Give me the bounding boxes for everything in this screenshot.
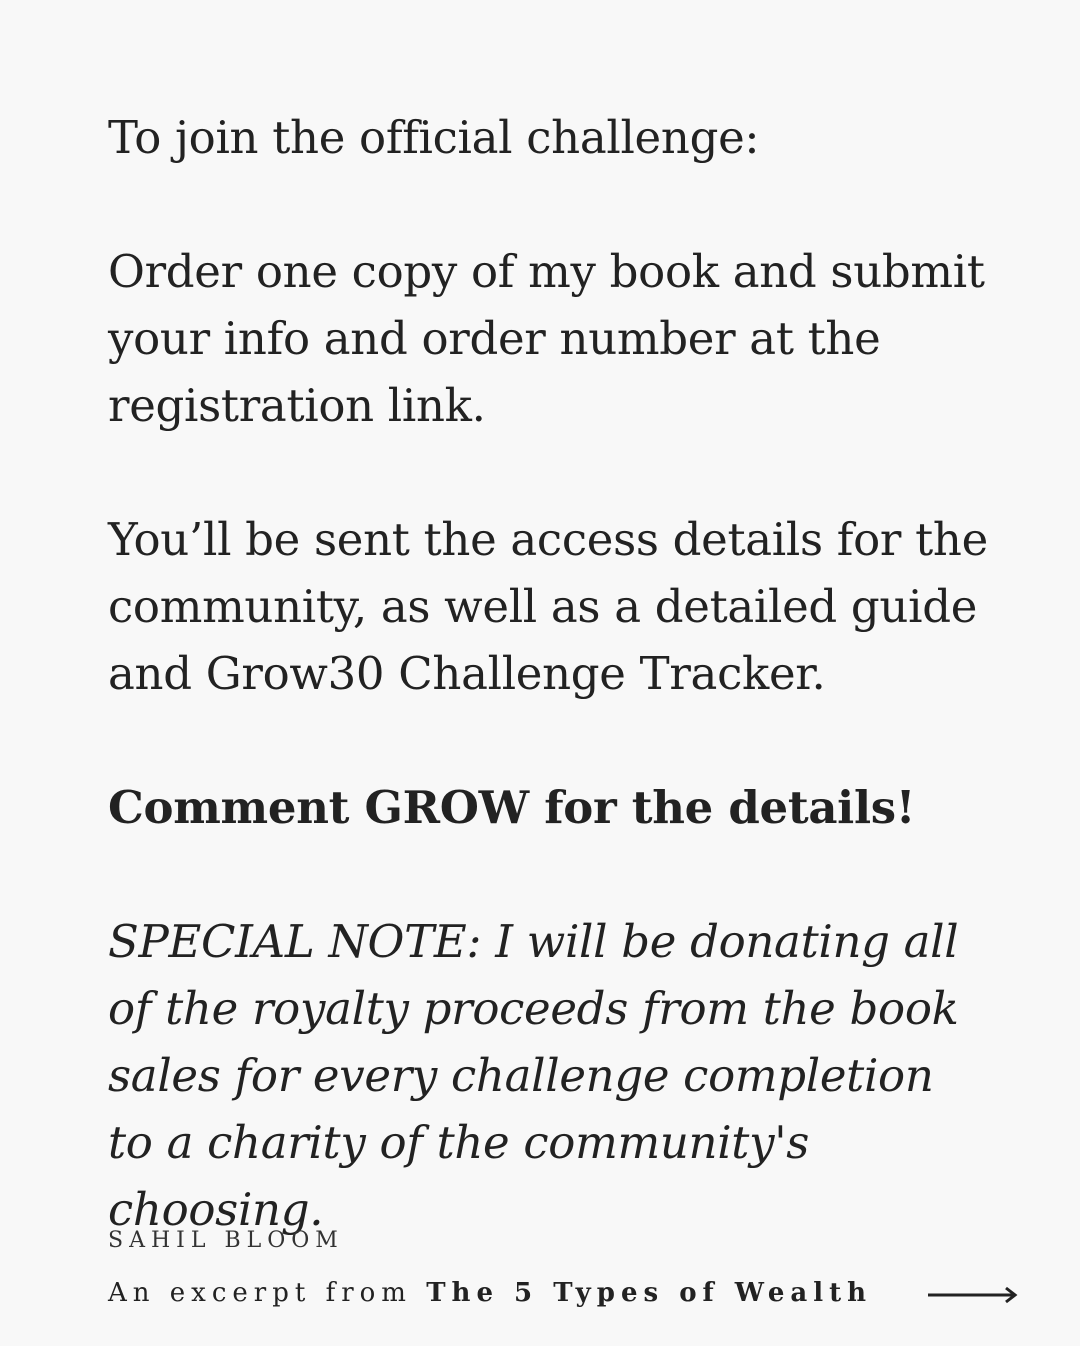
author-name: SAHIL BLOOM [108,1228,344,1253]
next-slide-button[interactable] [926,1283,1020,1307]
access-details-paragraph: You’ll be sent the access details for the community, as well as a detailed guide and Grow30 Challenge Tracker. [108,513,988,700]
order-instructions-paragraph: Order one copy of my book and submit your info and order number at the registration link. [108,245,985,432]
post-body [108,104,988,1243]
intro-paragraph: To join the official challenge: [108,111,760,164]
arrow-right-icon [926,1283,1020,1307]
excerpt-credit [108,1278,872,1308]
call-to-action: Comment GROW for the details! [108,781,916,834]
excerpt-prefix: An excerpt from [108,1278,412,1308]
book-title: The 5 Types of Wealth [426,1278,873,1308]
special-note: SPECIAL NOTE: I will be donating all of the royalty proceeds from the book sales for every challenge completion to a charity of the community's choosing. [108,915,959,1236]
